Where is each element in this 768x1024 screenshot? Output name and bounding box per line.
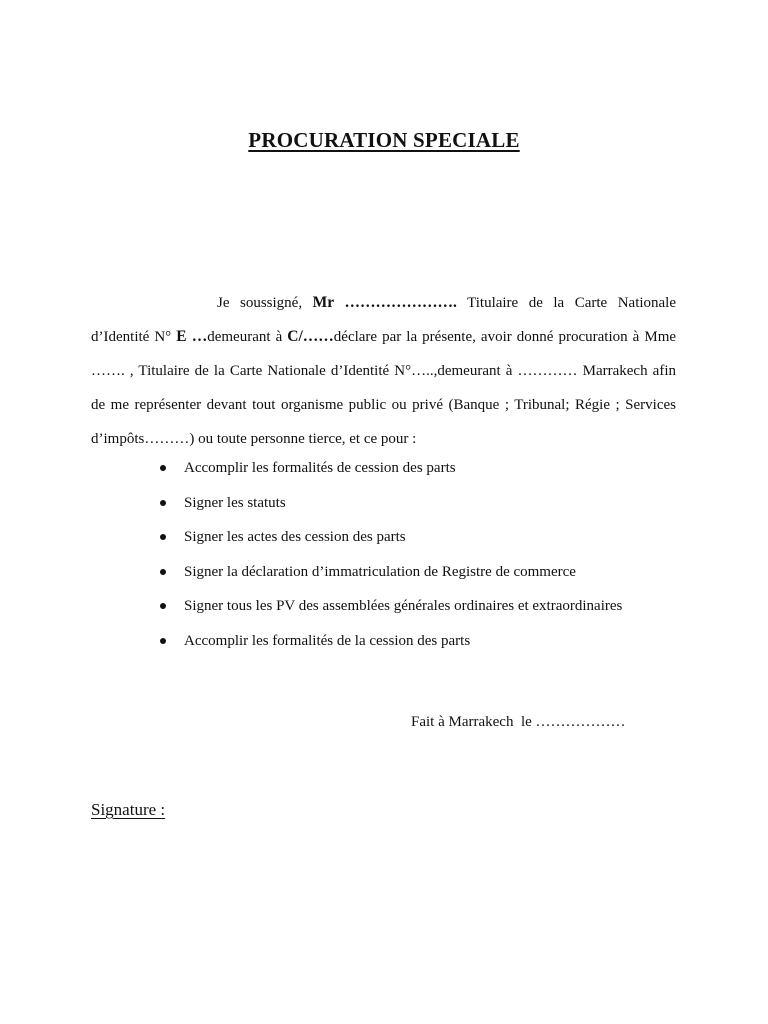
list-item bbox=[160, 555, 622, 590]
bullet-icon bbox=[160, 500, 166, 506]
bullet-icon bbox=[160, 638, 166, 644]
bullet-icon bbox=[160, 603, 166, 609]
list-item-text: Signer tous les PV des assemblées générales ordinaires et extraordinaires bbox=[184, 598, 623, 615]
document-title: PROCURATION SPECIALE bbox=[248, 128, 520, 152]
bullet-icon bbox=[160, 569, 166, 575]
powers-list bbox=[160, 451, 622, 659]
main-paragraph bbox=[91, 286, 676, 456]
mr-placeholder: Mr …………………. bbox=[312, 294, 457, 311]
list-item-text: Signer les actes des cession des parts bbox=[184, 529, 406, 546]
list-item bbox=[160, 520, 622, 555]
paragraph-text-3: demeurant à bbox=[207, 329, 288, 345]
bullet-icon bbox=[160, 534, 166, 540]
paragraph-text-4: déclare par la présente, avoir donné procuration à Mme ……. , Titulaire de la Carte Nationale d’Identité N°…..,demeurant à ………… Marrakech afin de me représenter devant tout organisme public ou privé (Banque ; Tribunal; Régie ; Services d’impôts………) ou toute personne tierce, et ce pour : bbox=[91, 329, 677, 447]
address-placeholder: C/…… bbox=[287, 328, 334, 345]
id-number-placeholder: E … bbox=[176, 328, 208, 345]
paragraph-text-2: Titulaire de la Carte Nationale d’Identité N° bbox=[91, 295, 677, 345]
list-item-text: Signer la déclaration d’immatriculation de Registre de commerce bbox=[184, 563, 576, 580]
paragraph-text-1: Je soussigné, bbox=[217, 295, 313, 311]
list-item bbox=[160, 624, 622, 659]
place-date-line: Fait à Marrakech le ……………… bbox=[411, 714, 626, 730]
list-item bbox=[160, 486, 622, 521]
signature-label: Signature : bbox=[91, 800, 166, 819]
list-item-text: Accomplir les formalités de la cession des parts bbox=[184, 632, 471, 649]
list-item bbox=[160, 589, 622, 624]
list-item bbox=[160, 451, 622, 486]
list-item-text: Accomplir les formalités de cession des parts bbox=[184, 460, 456, 476]
bullet-icon bbox=[160, 465, 166, 471]
list-item-text: Signer les statuts bbox=[184, 494, 286, 511]
